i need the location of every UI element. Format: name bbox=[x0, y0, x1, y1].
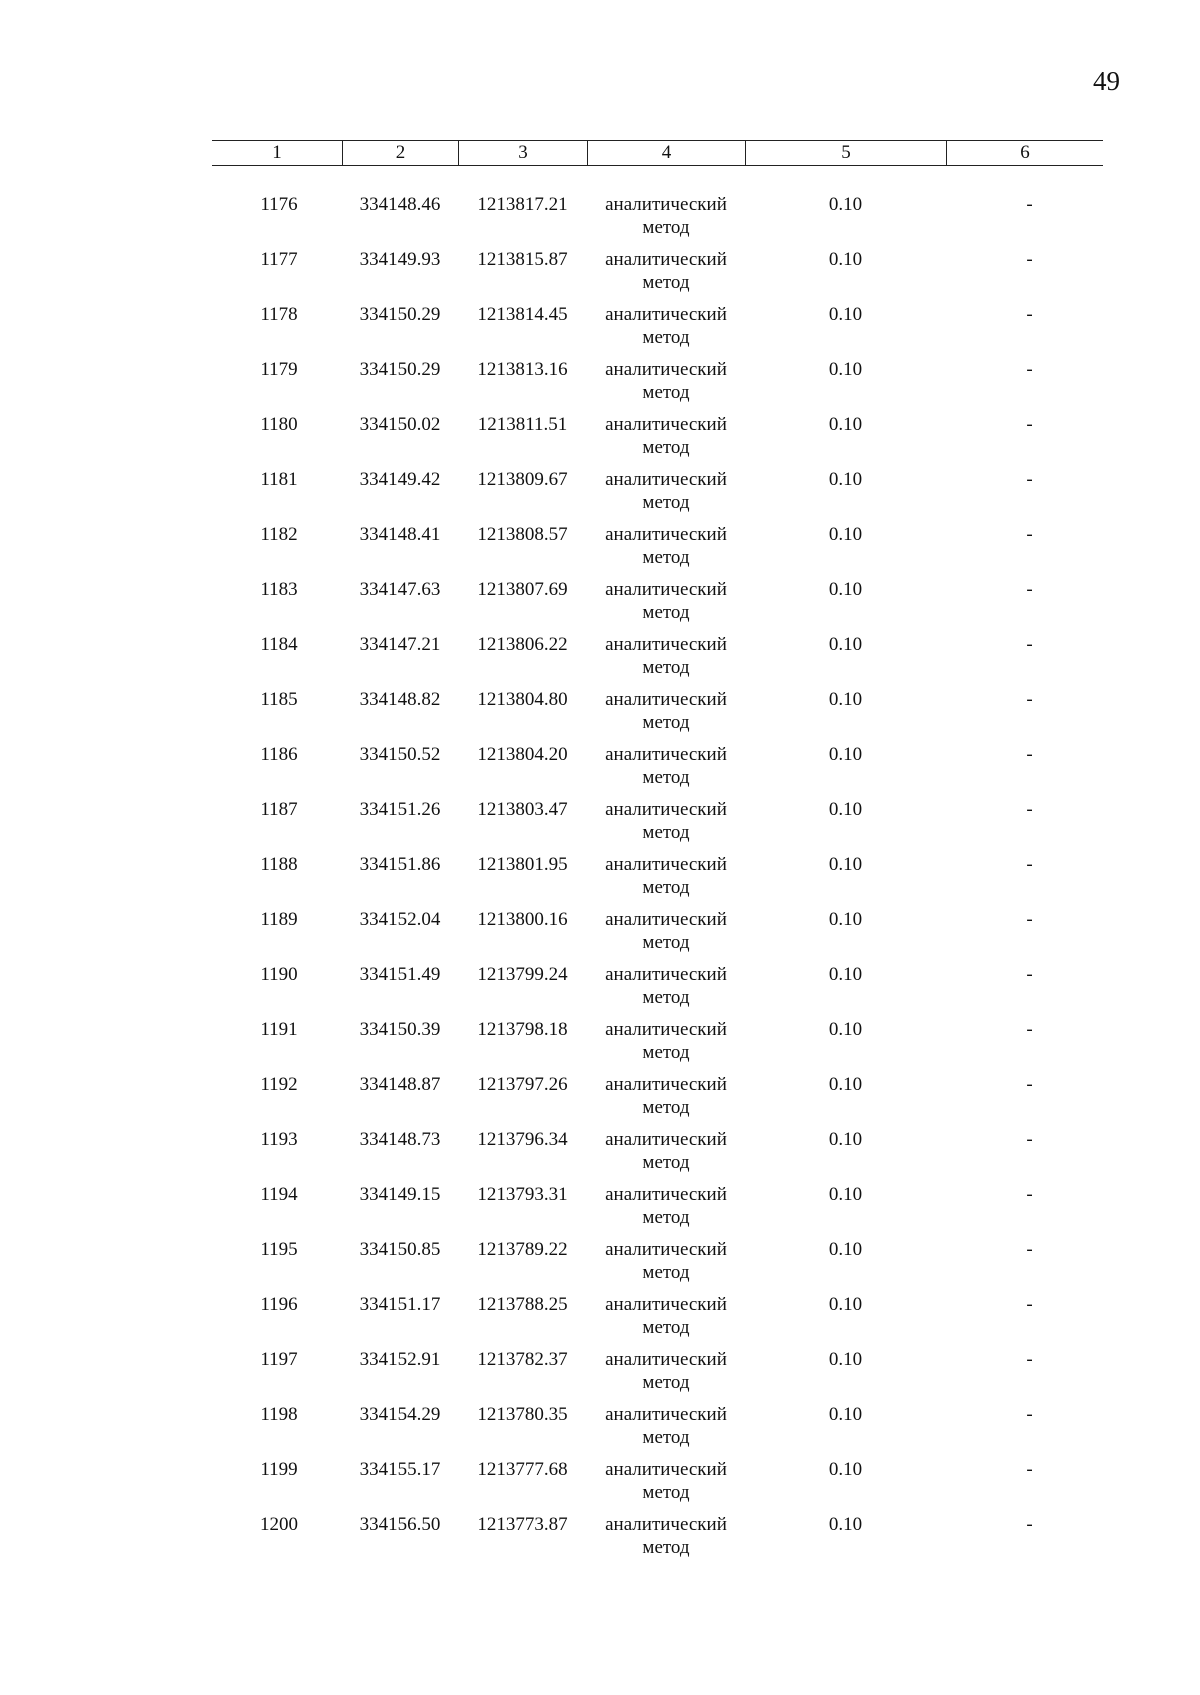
method-cell bbox=[587, 358, 745, 413]
x-coordinate-cell: 334156.50 bbox=[359, 1514, 441, 1535]
x-coordinate-cell: 334148.73 bbox=[359, 1129, 441, 1150]
coordinates-table bbox=[212, 140, 1103, 1558]
x-coordinate-cell: 334151.26 bbox=[359, 799, 441, 820]
method-line-2: метод bbox=[642, 1537, 690, 1558]
table-body bbox=[212, 193, 1103, 1568]
method-cell bbox=[587, 1073, 745, 1128]
point-number-cell: 1176 bbox=[260, 194, 298, 215]
y-coordinate-cell: 1213811.51 bbox=[477, 414, 568, 435]
accuracy-cell: 0.10 bbox=[828, 414, 863, 435]
method-line-1: аналитический bbox=[605, 579, 727, 600]
table-row bbox=[212, 578, 1103, 633]
method-line-2: метод bbox=[642, 712, 690, 733]
column-header-6: 6 bbox=[946, 141, 1103, 165]
table-row bbox=[212, 468, 1103, 523]
accuracy-cell: 0.10 bbox=[828, 744, 863, 765]
method-line-1: аналитический bbox=[605, 799, 727, 820]
table-row bbox=[212, 633, 1103, 688]
accuracy-cell: 0.10 bbox=[828, 1239, 863, 1260]
y-coordinate-cell: 1213789.22 bbox=[477, 1239, 568, 1260]
table-row bbox=[212, 523, 1103, 578]
y-coordinate-cell: 1213773.87 bbox=[477, 1514, 568, 1535]
note-cell: - bbox=[1026, 524, 1033, 545]
accuracy-cell: 0.10 bbox=[828, 1019, 863, 1040]
point-number-cell: 1193 bbox=[260, 1129, 298, 1150]
method-line-1: аналитический bbox=[605, 1349, 727, 1370]
y-coordinate-cell: 1213808.57 bbox=[477, 524, 568, 545]
method-cell bbox=[587, 578, 745, 633]
method-cell bbox=[587, 413, 745, 468]
method-line-2: метод bbox=[642, 272, 690, 293]
table-row bbox=[212, 1458, 1103, 1513]
note-cell: - bbox=[1026, 854, 1033, 875]
y-coordinate-cell: 1213796.34 bbox=[477, 1129, 568, 1150]
method-line-2: метод bbox=[642, 437, 690, 458]
method-line-1: аналитический bbox=[605, 1184, 727, 1205]
point-number-cell: 1187 bbox=[260, 799, 298, 820]
method-line-2: метод bbox=[642, 217, 690, 238]
method-line-1: аналитический bbox=[605, 1404, 727, 1425]
point-number-cell: 1197 bbox=[260, 1349, 298, 1370]
accuracy-cell: 0.10 bbox=[828, 1349, 863, 1370]
point-number-cell: 1186 bbox=[260, 744, 298, 765]
method-line-1: аналитический bbox=[605, 634, 727, 655]
column-header-1: 1 bbox=[272, 142, 282, 163]
y-coordinate-cell: 1213813.16 bbox=[477, 359, 568, 380]
method-line-1: аналитический bbox=[605, 414, 727, 435]
x-coordinate-cell: 334148.82 bbox=[359, 689, 441, 710]
table-row bbox=[212, 798, 1103, 853]
method-line-2: метод bbox=[642, 547, 690, 568]
table-row bbox=[212, 413, 1103, 468]
method-line-1: аналитический bbox=[605, 854, 727, 875]
method-line-2: метод bbox=[642, 1482, 690, 1503]
table-row bbox=[212, 853, 1103, 908]
x-coordinate-cell: 334152.91 bbox=[359, 1349, 441, 1370]
y-coordinate-cell: 1213806.22 bbox=[477, 634, 568, 655]
y-coordinate-cell: 1213780.35 bbox=[477, 1404, 568, 1425]
y-coordinate-cell: 1213801.95 bbox=[477, 854, 568, 875]
y-coordinate-cell: 1213804.80 bbox=[477, 689, 568, 710]
method-cell bbox=[587, 1403, 745, 1458]
accuracy-cell: 0.10 bbox=[828, 909, 863, 930]
method-cell bbox=[587, 303, 745, 358]
column-header-5: 5 bbox=[745, 141, 946, 165]
method-line-2: метод bbox=[642, 822, 690, 843]
point-number-cell: 1194 bbox=[260, 1184, 298, 1205]
method-line-2: метод bbox=[642, 767, 690, 788]
point-number-cell: 1192 bbox=[260, 1074, 298, 1095]
x-coordinate-cell: 334151.86 bbox=[359, 854, 441, 875]
x-coordinate-cell: 334152.04 bbox=[359, 909, 441, 930]
x-coordinate-cell: 334150.29 bbox=[359, 304, 441, 325]
accuracy-cell: 0.10 bbox=[828, 249, 863, 270]
note-cell: - bbox=[1026, 1404, 1033, 1425]
accuracy-cell: 0.10 bbox=[828, 799, 863, 820]
method-cell bbox=[587, 798, 745, 853]
note-cell: - bbox=[1026, 964, 1033, 985]
method-cell bbox=[587, 908, 745, 963]
x-coordinate-cell: 334150.29 bbox=[359, 359, 441, 380]
accuracy-cell: 0.10 bbox=[828, 854, 863, 875]
accuracy-cell: 0.10 bbox=[828, 634, 863, 655]
method-line-1: аналитический bbox=[605, 909, 727, 930]
point-number-cell: 1178 bbox=[260, 304, 298, 325]
accuracy-cell: 0.10 bbox=[828, 524, 863, 545]
method-line-2: метод bbox=[642, 932, 690, 953]
point-number-cell: 1195 bbox=[260, 1239, 298, 1260]
note-cell: - bbox=[1026, 634, 1033, 655]
accuracy-cell: 0.10 bbox=[828, 1074, 863, 1095]
y-coordinate-cell: 1213797.26 bbox=[477, 1074, 568, 1095]
accuracy-cell: 0.10 bbox=[828, 1294, 863, 1315]
x-coordinate-cell: 334149.42 bbox=[359, 469, 441, 490]
table-row bbox=[212, 248, 1103, 303]
y-coordinate-cell: 1213815.87 bbox=[477, 249, 568, 270]
table-row bbox=[212, 1018, 1103, 1073]
method-cell bbox=[587, 523, 745, 578]
table-row bbox=[212, 193, 1103, 248]
method-line-1: аналитический bbox=[605, 964, 727, 985]
point-number-cell: 1177 bbox=[260, 249, 298, 270]
accuracy-cell: 0.10 bbox=[828, 1129, 863, 1150]
point-number-cell: 1199 bbox=[260, 1459, 298, 1480]
note-cell: - bbox=[1026, 1459, 1033, 1480]
method-line-2: метод bbox=[642, 1152, 690, 1173]
method-cell bbox=[587, 248, 745, 303]
point-number-cell: 1183 bbox=[260, 579, 298, 600]
note-cell: - bbox=[1026, 359, 1033, 380]
table-row bbox=[212, 1403, 1103, 1458]
note-cell: - bbox=[1026, 1184, 1033, 1205]
method-cell bbox=[587, 468, 745, 523]
accuracy-cell: 0.10 bbox=[828, 359, 863, 380]
table-row bbox=[212, 303, 1103, 358]
table-row bbox=[212, 1348, 1103, 1403]
x-coordinate-cell: 334148.46 bbox=[359, 194, 441, 215]
table-row bbox=[212, 1513, 1103, 1568]
method-cell bbox=[587, 963, 745, 1018]
method-line-2: метод bbox=[642, 877, 690, 898]
method-cell bbox=[587, 1018, 745, 1073]
method-cell bbox=[587, 1128, 745, 1183]
point-number-cell: 1182 bbox=[260, 524, 298, 545]
method-cell bbox=[587, 743, 745, 798]
point-number-cell: 1191 bbox=[260, 1019, 298, 1040]
method-line-1: аналитический bbox=[605, 304, 727, 325]
y-coordinate-cell: 1213817.21 bbox=[477, 194, 568, 215]
table-row bbox=[212, 1128, 1103, 1183]
y-coordinate-cell: 1213793.31 bbox=[477, 1184, 568, 1205]
accuracy-cell: 0.10 bbox=[828, 1459, 863, 1480]
column-header-4: 4 bbox=[587, 141, 745, 165]
point-number-cell: 1190 bbox=[260, 964, 298, 985]
method-line-1: аналитический bbox=[605, 1019, 727, 1040]
table-row bbox=[212, 1183, 1103, 1238]
method-line-2: метод bbox=[642, 492, 690, 513]
method-cell bbox=[587, 688, 745, 743]
x-coordinate-cell: 334151.17 bbox=[359, 1294, 441, 1315]
method-cell bbox=[587, 1348, 745, 1403]
accuracy-cell: 0.10 bbox=[828, 964, 863, 985]
x-coordinate-cell: 334150.39 bbox=[359, 1019, 441, 1040]
x-coordinate-cell: 334148.87 bbox=[359, 1074, 441, 1095]
y-coordinate-cell: 1213807.69 bbox=[477, 579, 568, 600]
table-row bbox=[212, 688, 1103, 743]
method-line-2: метод bbox=[642, 987, 690, 1008]
y-coordinate-cell: 1213799.24 bbox=[477, 964, 568, 985]
y-coordinate-cell: 1213800.16 bbox=[477, 909, 568, 930]
x-coordinate-cell: 334154.29 bbox=[359, 1404, 441, 1425]
method-line-1: аналитический bbox=[605, 249, 727, 270]
method-line-1: аналитический bbox=[605, 689, 727, 710]
method-line-1: аналитический bbox=[605, 1514, 727, 1535]
x-coordinate-cell: 334147.21 bbox=[359, 634, 441, 655]
table-row bbox=[212, 1238, 1103, 1293]
note-cell: - bbox=[1026, 1019, 1033, 1040]
note-cell: - bbox=[1026, 1514, 1033, 1535]
x-coordinate-cell: 334147.63 bbox=[359, 579, 441, 600]
table-row bbox=[212, 908, 1103, 963]
point-number-cell: 1196 bbox=[260, 1294, 298, 1315]
note-cell: - bbox=[1026, 579, 1033, 600]
method-cell bbox=[587, 853, 745, 908]
method-cell bbox=[587, 633, 745, 688]
accuracy-cell: 0.10 bbox=[828, 194, 863, 215]
accuracy-cell: 0.10 bbox=[828, 1514, 863, 1535]
method-line-2: метод bbox=[642, 1207, 690, 1228]
page-number: 49 bbox=[1093, 66, 1120, 96]
accuracy-cell: 0.10 bbox=[828, 579, 863, 600]
x-coordinate-cell: 334150.52 bbox=[359, 744, 441, 765]
note-cell: - bbox=[1026, 744, 1033, 765]
note-cell: - bbox=[1026, 909, 1033, 930]
method-line-2: метод bbox=[642, 382, 690, 403]
x-coordinate-cell: 334151.49 bbox=[359, 964, 441, 985]
column-header-2: 2 bbox=[342, 141, 458, 165]
note-cell: - bbox=[1026, 469, 1033, 490]
method-cell bbox=[587, 1458, 745, 1513]
method-line-2: метод bbox=[642, 602, 690, 623]
method-line-1: аналитический bbox=[605, 1129, 727, 1150]
method-line-2: метод bbox=[642, 1372, 690, 1393]
y-coordinate-cell: 1213798.18 bbox=[477, 1019, 568, 1040]
y-coordinate-cell: 1213777.68 bbox=[477, 1459, 568, 1480]
method-line-1: аналитический bbox=[605, 744, 727, 765]
method-cell bbox=[587, 1293, 745, 1348]
method-line-2: метод bbox=[642, 657, 690, 678]
method-cell bbox=[587, 1238, 745, 1293]
method-cell bbox=[587, 193, 745, 248]
method-line-1: аналитический bbox=[605, 469, 727, 490]
method-line-2: метод bbox=[642, 327, 690, 348]
note-cell: - bbox=[1026, 1129, 1033, 1150]
note-cell: - bbox=[1026, 1074, 1033, 1095]
table-row bbox=[212, 1293, 1103, 1348]
accuracy-cell: 0.10 bbox=[828, 1404, 863, 1425]
note-cell: - bbox=[1026, 1294, 1033, 1315]
method-line-2: метод bbox=[642, 1097, 690, 1118]
point-number-cell: 1198 bbox=[260, 1404, 298, 1425]
y-coordinate-cell: 1213814.45 bbox=[477, 304, 568, 325]
y-coordinate-cell: 1213809.67 bbox=[477, 469, 568, 490]
note-cell: - bbox=[1026, 689, 1033, 710]
x-coordinate-cell: 334149.93 bbox=[359, 249, 441, 270]
y-coordinate-cell: 1213804.20 bbox=[477, 744, 568, 765]
method-cell bbox=[587, 1513, 745, 1568]
method-line-1: аналитический bbox=[605, 1239, 727, 1260]
method-line-2: метод bbox=[642, 1042, 690, 1063]
point-number-cell: 1180 bbox=[260, 414, 298, 435]
y-coordinate-cell: 1213788.25 bbox=[477, 1294, 568, 1315]
method-line-1: аналитический bbox=[605, 194, 727, 215]
table-row bbox=[212, 743, 1103, 798]
point-number-cell: 1188 bbox=[260, 854, 298, 875]
point-number-cell: 1189 bbox=[260, 909, 298, 930]
point-number-cell: 1181 bbox=[260, 469, 298, 490]
table-header-row bbox=[212, 140, 1103, 166]
point-number-cell: 1184 bbox=[260, 634, 298, 655]
column-header-3: 3 bbox=[458, 141, 587, 165]
accuracy-cell: 0.10 bbox=[828, 469, 863, 490]
x-coordinate-cell: 334150.02 bbox=[359, 414, 441, 435]
note-cell: - bbox=[1026, 799, 1033, 820]
note-cell: - bbox=[1026, 1349, 1033, 1370]
method-line-1: аналитический bbox=[605, 1459, 727, 1480]
method-cell bbox=[587, 1183, 745, 1238]
note-cell: - bbox=[1026, 304, 1033, 325]
method-line-2: метод bbox=[642, 1427, 690, 1448]
point-number-cell: 1179 bbox=[260, 359, 298, 380]
y-coordinate-cell: 1213782.37 bbox=[477, 1349, 568, 1370]
method-line-1: аналитический bbox=[605, 1294, 727, 1315]
x-coordinate-cell: 334149.15 bbox=[359, 1184, 441, 1205]
accuracy-cell: 0.10 bbox=[828, 304, 863, 325]
x-coordinate-cell: 334155.17 bbox=[359, 1459, 441, 1480]
y-coordinate-cell: 1213803.47 bbox=[477, 799, 568, 820]
method-line-1: аналитический bbox=[605, 524, 727, 545]
method-line-2: метод bbox=[642, 1317, 690, 1338]
method-line-2: метод bbox=[642, 1262, 690, 1283]
accuracy-cell: 0.10 bbox=[828, 689, 863, 710]
note-cell: - bbox=[1026, 1239, 1033, 1260]
method-line-1: аналитический bbox=[605, 359, 727, 380]
note-cell: - bbox=[1026, 249, 1033, 270]
point-number-cell: 1185 bbox=[260, 689, 298, 710]
table-row bbox=[212, 963, 1103, 1018]
x-coordinate-cell: 334148.41 bbox=[359, 524, 441, 545]
x-coordinate-cell: 334150.85 bbox=[359, 1239, 441, 1260]
point-number-cell: 1200 bbox=[260, 1514, 298, 1535]
method-line-1: аналитический bbox=[605, 1074, 727, 1095]
table-row bbox=[212, 1073, 1103, 1128]
accuracy-cell: 0.10 bbox=[828, 1184, 863, 1205]
table-row bbox=[212, 358, 1103, 413]
note-cell: - bbox=[1026, 194, 1033, 215]
note-cell: - bbox=[1026, 414, 1033, 435]
